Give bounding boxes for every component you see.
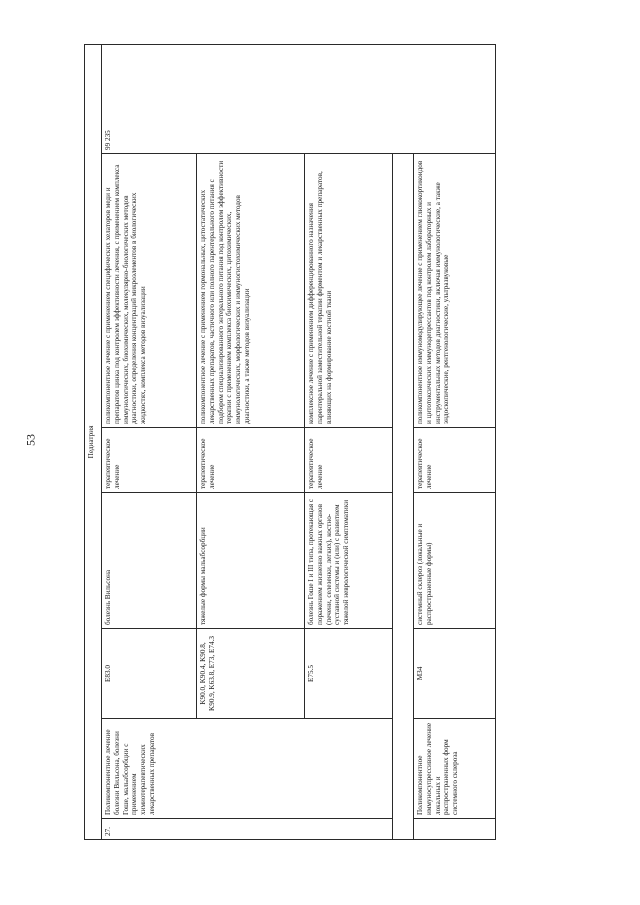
treatment-name: Поликомпонентное лечение болезни Вильсона, болезни Гоше, мальабсорбции с применением химиотерапевтических лекарственных препаратов bbox=[102, 719, 393, 819]
treatment-method: поликомпонентное лечение с применением специфических хелаторов меди и препаратов цинка под контролем эффективности лечения, с применением комплекса иммунологических, биохимических, молекулярно-биологических методов диагностики, определения концентраций микроэлементов в биологических жидкостях, комплекса методов визуализации bbox=[102, 154, 197, 428]
treatment-method: поликомпонентное лечение с применением гормональных, цитостатических лекарственных препаратов, частичного или полного парентерального питания с подбором специализированного энтерального питания под контролем эффективности терапии с применением комплекса биохимических, цитохимических, иммунологических, морфологических и иммуногистохимических методов диагностики, а также методов визуализации bbox=[197, 154, 305, 428]
row-number: 27. bbox=[102, 819, 393, 840]
treatment-name: Поликомпонентное иммуносупрессивное лечение локальных и распространенных форм системного склероза bbox=[414, 719, 496, 819]
treatment-type: терапевтическое лечение bbox=[102, 428, 197, 493]
medical-care-table bbox=[84, 44, 496, 840]
treatment-type: терапевтическое лечение bbox=[305, 428, 393, 493]
treatment-method: поликомпонентное иммуномодулирующее лечение с применением глюкокортикоидов и цитотоксических иммунодепрессантов под контролем лабораторных и инструментальных методов диагностики, включая иммунологические, а также эндоскопические, рентгенологические, ультразвуковые bbox=[414, 154, 496, 428]
treatment-method: комплексное лечение с применением дифференцированного назначения парентеральной заместительной терапии ферментом и лекарственных препаратов, влияющих на формирование костной ткани bbox=[305, 154, 393, 428]
patient-model: болезнь Вильсона bbox=[102, 493, 197, 629]
section-header-row bbox=[85, 44, 102, 839]
row-number bbox=[414, 819, 496, 840]
table-row bbox=[102, 44, 197, 839]
icd-code: K90.0, K90.4, K90.8, K90.9, K63.8, E73, E74.3 bbox=[197, 629, 305, 719]
patient-model: тяжелые формы мальабсорбции bbox=[197, 493, 305, 629]
table-row bbox=[414, 44, 496, 839]
icd-code: E75.5 bbox=[305, 629, 393, 719]
blank-cell bbox=[393, 154, 414, 840]
icd-code: E83.0 bbox=[102, 629, 197, 719]
treatment-type: терапевтическое лечение bbox=[414, 428, 496, 493]
page-number: 53 bbox=[23, 434, 38, 446]
treatment-type: терапевтическое лечение bbox=[197, 428, 305, 493]
patient-model: системный склероз (локальные и распространенные формы) bbox=[414, 493, 496, 629]
cost-norm: 99 235 bbox=[102, 44, 496, 153]
patient-model: болезнь Гоше I и III типа, протекающая с поражением жизненно важных органов (печени, селезенки, легких), костно-суставной системы и (или) с развитием тяжелой неврологической симптоматики bbox=[305, 493, 393, 629]
icd-code: M34 bbox=[414, 629, 496, 719]
blank-row bbox=[393, 44, 414, 839]
section-title: Педиатрия bbox=[85, 44, 102, 839]
rotated-table-page bbox=[84, 45, 534, 840]
